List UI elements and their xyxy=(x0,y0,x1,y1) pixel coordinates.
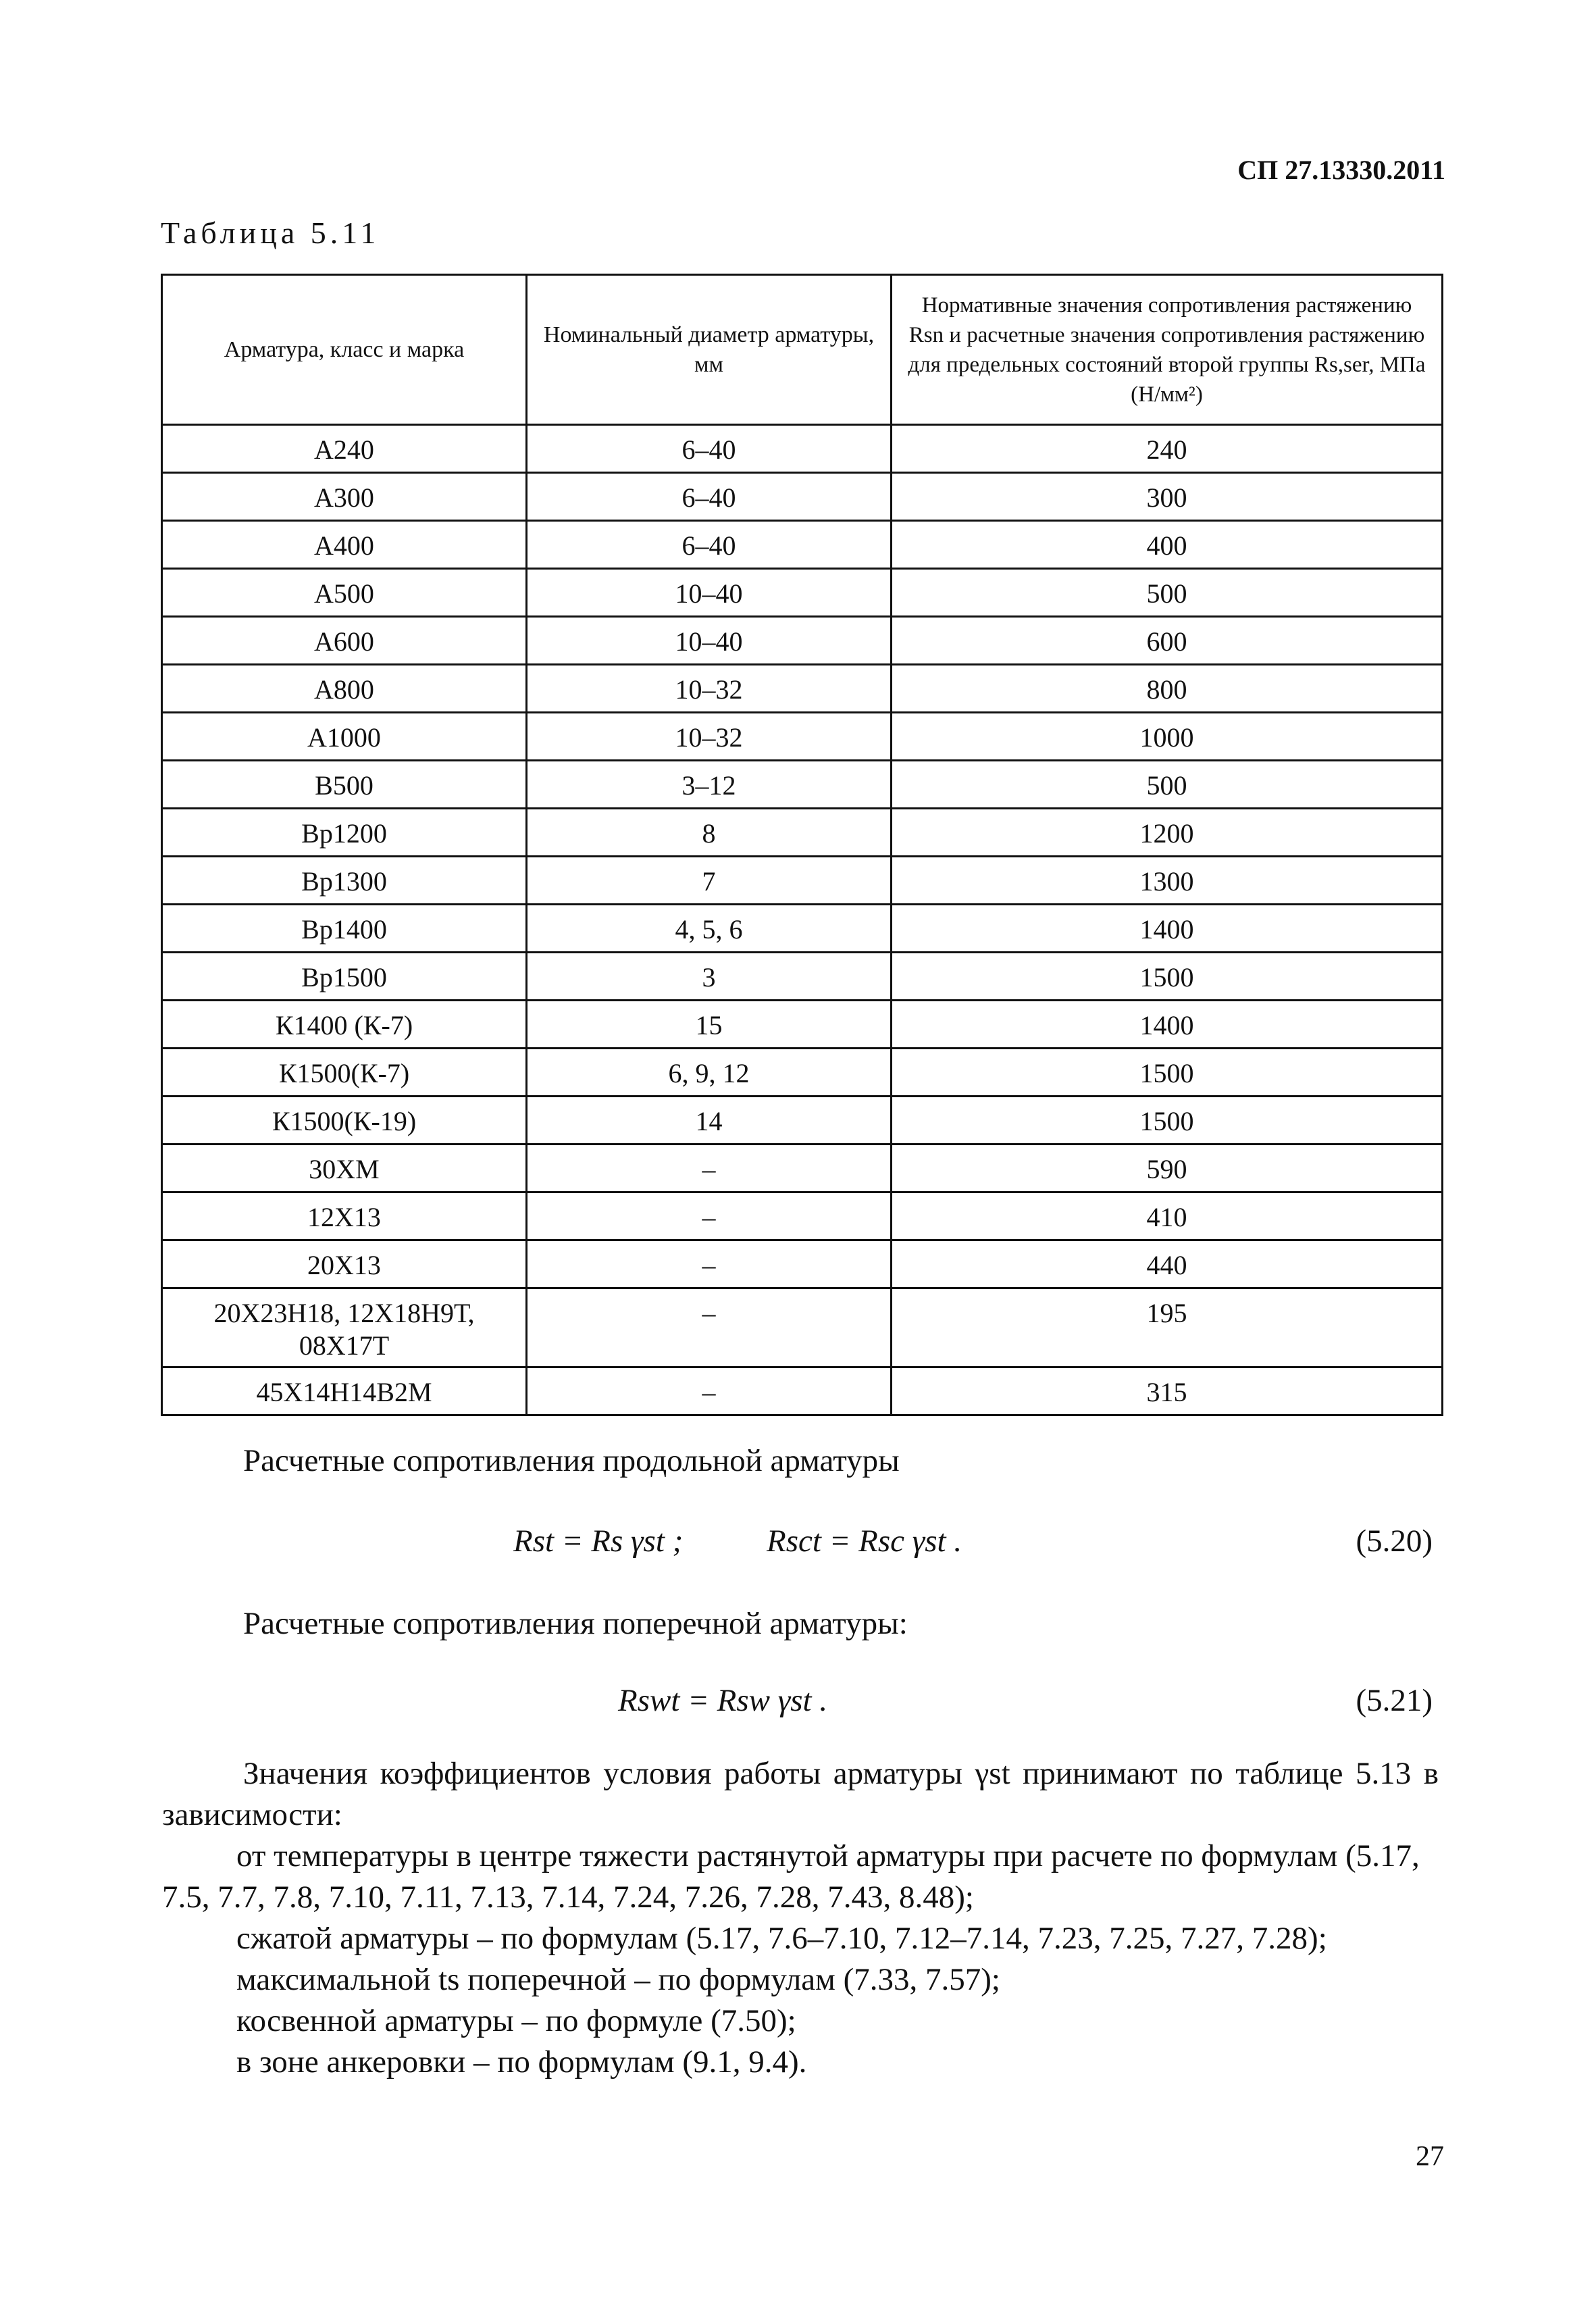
cell-class: 45Х14Н14В2М xyxy=(162,1367,527,1415)
cell-diameter: 15 xyxy=(527,1001,892,1049)
formula-rst: Rst = Rs γst ; xyxy=(513,1524,684,1559)
table-row xyxy=(162,953,1443,1001)
reinforcement-table-wrap xyxy=(161,274,1443,1416)
table-row xyxy=(162,713,1443,761)
cell-resistance: 600 xyxy=(892,617,1443,665)
cell-diameter: 10–32 xyxy=(527,713,892,761)
coefficient-text xyxy=(162,1753,1439,2083)
cell-resistance: 1300 xyxy=(892,857,1443,905)
column-header-class: Арматура, класс и марка xyxy=(162,275,527,425)
cell-class: А240 xyxy=(162,425,527,473)
column-header-resistance: Нормативные значения сопротивления растяжению Rsn и расчетные значения сопротивления растяжению для предельных состояний второй группы Rs,ser, МПа (Н/мм²) xyxy=(892,275,1443,425)
cell-class: А500 xyxy=(162,569,527,617)
table-caption: Таблица 5.11 xyxy=(161,216,380,250)
paragraph-maximum: максимальной ts поперечной – по формулам (7.33, 7.57); xyxy=(236,1962,1000,1997)
formula-rswt: Rswt = Rsw γst . xyxy=(618,1683,828,1718)
table-row xyxy=(162,1288,1443,1367)
cell-diameter: – xyxy=(527,1367,892,1415)
cell-diameter: 7 xyxy=(527,857,892,905)
cell-class: К1500(К-19) xyxy=(162,1097,527,1145)
table-row xyxy=(162,1145,1443,1192)
longitudinal-intro: Расчетные сопротивления продольной арматуры xyxy=(243,1443,900,1478)
cell-diameter: 14 xyxy=(527,1097,892,1145)
cell-diameter: 6, 9, 12 xyxy=(527,1049,892,1097)
cell-class: К1400 (К-7) xyxy=(162,1001,527,1049)
cell-resistance: 1400 xyxy=(892,1001,1443,1049)
table-row xyxy=(162,617,1443,665)
page-number: 27 xyxy=(1416,2141,1444,2172)
cell-resistance: 800 xyxy=(892,665,1443,713)
cell-diameter: – xyxy=(527,1145,892,1192)
cell-class: А1000 xyxy=(162,713,527,761)
cell-resistance: 440 xyxy=(892,1240,1443,1288)
equation-number-5-20: (5.20) xyxy=(1356,1524,1433,1559)
cell-diameter: 10–40 xyxy=(527,569,892,617)
cell-class: Вр1200 xyxy=(162,809,527,857)
cell-diameter: 3–12 xyxy=(527,761,892,809)
paragraph-anchorage: в зоне анкеровки – по формулам (9.1, 9.4). xyxy=(236,2044,807,2080)
table-row xyxy=(162,857,1443,905)
table-row xyxy=(162,665,1443,713)
cell-resistance: 1500 xyxy=(892,1049,1443,1097)
table-body xyxy=(162,425,1443,1415)
cell-diameter: – xyxy=(527,1240,892,1288)
cell-resistance: 1000 xyxy=(892,713,1443,761)
cell-class: 20Х23Н18, 12Х18Н9Т, 08Х17Т xyxy=(162,1288,527,1367)
paragraph-coefficients: Значения коэффициентов условия работы арматуры γst принимают по таблице 5.13 в зависимости: xyxy=(162,1756,1439,1832)
column-header-diameter: Номинальный диаметр арматуры, мм xyxy=(527,275,892,425)
cell-diameter: – xyxy=(527,1288,892,1367)
cell-diameter: 8 xyxy=(527,809,892,857)
cell-class: А600 xyxy=(162,617,527,665)
table-row xyxy=(162,1192,1443,1240)
cell-class: 30ХМ xyxy=(162,1145,527,1192)
cell-class: Вр1300 xyxy=(162,857,527,905)
table-row xyxy=(162,425,1443,473)
reinforcement-resistance-table xyxy=(161,274,1443,1416)
cell-class: А300 xyxy=(162,473,527,521)
table-header-row xyxy=(162,275,1443,425)
cell-resistance: 1500 xyxy=(892,953,1443,1001)
cell-diameter: 6–40 xyxy=(527,473,892,521)
cell-diameter: 6–40 xyxy=(527,425,892,473)
table-row xyxy=(162,1001,1443,1049)
cell-resistance: 500 xyxy=(892,569,1443,617)
cell-resistance: 590 xyxy=(892,1145,1443,1192)
document-code: СП 27.13330.2011 xyxy=(1237,155,1445,185)
cell-resistance: 500 xyxy=(892,761,1443,809)
cell-resistance: 195 xyxy=(892,1288,1443,1367)
cell-resistance: 1200 xyxy=(892,809,1443,857)
cell-class: Вр1500 xyxy=(162,953,527,1001)
cell-resistance: 1400 xyxy=(892,905,1443,953)
equation-number-5-21: (5.21) xyxy=(1356,1683,1433,1718)
cell-diameter: 10–32 xyxy=(527,665,892,713)
cell-class: 12Х13 xyxy=(162,1192,527,1240)
table-row xyxy=(162,521,1443,569)
cell-class: К1500(К-7) xyxy=(162,1049,527,1097)
cell-resistance: 300 xyxy=(892,473,1443,521)
table-row xyxy=(162,569,1443,617)
table-row xyxy=(162,905,1443,953)
table-row xyxy=(162,809,1443,857)
transverse-intro: Расчетные сопротивления поперечной арматуры: xyxy=(243,1606,908,1641)
table-row xyxy=(162,761,1443,809)
cell-diameter: 10–40 xyxy=(527,617,892,665)
cell-diameter: 6–40 xyxy=(527,521,892,569)
table-row xyxy=(162,1049,1443,1097)
cell-resistance: 400 xyxy=(892,521,1443,569)
cell-diameter: 3 xyxy=(527,953,892,1001)
cell-resistance: 1500 xyxy=(892,1097,1443,1145)
cell-class: Вр1400 xyxy=(162,905,527,953)
cell-resistance: 315 xyxy=(892,1367,1443,1415)
cell-diameter: 4, 5, 6 xyxy=(527,905,892,953)
table-row xyxy=(162,1097,1443,1145)
paragraph-compressed: сжатой арматуры – по формулам (5.17, 7.6–7.10, 7.12–7.14, 7.23, 7.25, 7.27, 7.28); xyxy=(236,1921,1327,1956)
table-row xyxy=(162,1240,1443,1288)
table-row xyxy=(162,1367,1443,1415)
table-row xyxy=(162,473,1443,521)
cell-class: А400 xyxy=(162,521,527,569)
paragraph-indirect: косвенной арматуры – по формуле (7.50); xyxy=(236,2003,796,2038)
formula-rsct: Rsct = Rsc γst . xyxy=(767,1524,962,1559)
cell-class: А800 xyxy=(162,665,527,713)
cell-diameter: – xyxy=(527,1192,892,1240)
cell-class: В500 xyxy=(162,761,527,809)
cell-class: 20Х13 xyxy=(162,1240,527,1288)
cell-resistance: 410 xyxy=(892,1192,1443,1240)
paragraph-temperature: от температуры в центре тяжести растянутой арматуры при расчете по формулам (5.17, 7.5, 7.7, 7.8, 7.10, 7.11, 7.13, 7.14, 7.24, 7.26, 7.28, 7.43, 8.48); xyxy=(162,1838,1420,1915)
cell-resistance: 240 xyxy=(892,425,1443,473)
